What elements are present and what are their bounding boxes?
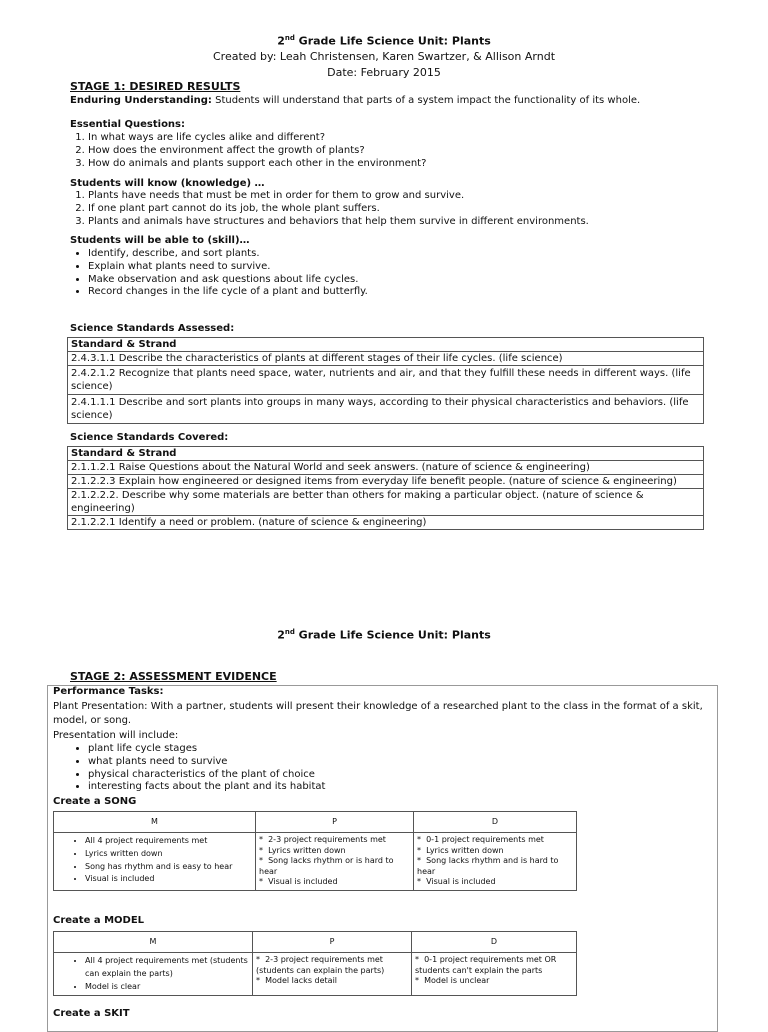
song-p-cell: * 2-3 project requirements met * Lyrics written down * Song lacks rhythm or is hard to hear * Visual is included xyxy=(256,833,414,891)
skill-heading: Students will be able to (skill)… xyxy=(70,235,250,246)
song-d-cell: * 0-1 project requirements met * Lyrics written down * Song lacks rhythm and is hard to hear * Visual is included xyxy=(414,833,577,891)
list-item: 1. Plants have needs that must be met in order for them to grow and survive. xyxy=(88,190,589,203)
song-heading: Create a SONG xyxy=(53,796,137,807)
stage2-heading: STAGE 2: ASSESSMENT EVIDENCE xyxy=(70,670,277,683)
model-m-cell: • All 4 project requirements met (students can explain the parts) • Model is clear xyxy=(54,953,253,996)
list-item: 1. In what ways are life cycles alike and different? xyxy=(88,132,426,145)
song-rubric-table xyxy=(53,811,577,891)
page2-title: 2nd Grade Life Science Unit: Plants xyxy=(277,628,491,642)
presentation-heading: Presentation will include: xyxy=(53,730,179,741)
table-row: 2.1.2.2.1 Identify a need or problem. (nature of science & engineering) xyxy=(68,516,704,530)
authors-line: Created by: Leah Christensen, Karen Swartzer, & Allison Arndt xyxy=(212,50,556,63)
table-row: 2.1.2.2.2. Describe why some materials are better than others for making a particular object. (nature of science & engineering) xyxy=(68,489,704,516)
stage1-heading: STAGE 1: DESIRED RESULTS xyxy=(70,80,241,93)
skit-heading: Create a SKIT xyxy=(53,1008,130,1019)
table-row xyxy=(54,833,577,891)
standards-covered-heading: Science Standards Covered: xyxy=(70,432,229,443)
performance-tasks-heading: Performance Tasks: xyxy=(53,686,164,697)
standards-assessed-table xyxy=(67,337,704,424)
standards-covered-table xyxy=(67,446,704,530)
essential-questions-list xyxy=(70,132,426,170)
table-row: 2.1.1.2.1 Raise Questions about the Natural World and seek answers. (nature of science & engineering) xyxy=(68,461,704,475)
list-item: 3. Plants and animals have structures and behaviors that help them survive in different environments. xyxy=(88,216,589,229)
list-item: • Identify, describe, and sort plants. xyxy=(88,248,368,261)
knowledge-list xyxy=(70,190,589,228)
list-item: • what plants need to survive xyxy=(88,756,325,769)
list-item: • interesting facts about the plant and its habitat xyxy=(88,781,325,794)
list-item: • Record changes in the life cycle of a plant and butterfly. xyxy=(88,286,368,299)
list-item: • plant life cycle stages xyxy=(88,743,325,756)
list-item: • physical characteristics of the plant of choice xyxy=(88,769,325,782)
table-row xyxy=(54,953,577,996)
table-row: 2.4.1.1.1 Describe and sort plants into groups in many ways, according to their physical characteristics and behaviors. (life science) xyxy=(68,395,704,424)
knowledge-heading: Students will know (knowledge) … xyxy=(70,178,265,189)
table-header-row: Standard & Strand xyxy=(68,338,704,352)
table-header-row: M P D xyxy=(54,932,577,953)
table-header-row: M P D xyxy=(54,812,577,833)
table-row: 2.4.3.1.1 Describe the characteristics of plants at different stages of their life cycles. (life science) xyxy=(68,352,704,366)
model-p-cell: * 2-3 project requirements met (students can explain the parts) * Model lacks detail xyxy=(253,953,412,996)
table-row: 2.4.2.1.2 Recognize that plants need space, water, nutrients and air, and that they fulfill these needs in different ways. (life science) xyxy=(68,366,704,395)
list-item: • Make observation and ask questions about life cycles. xyxy=(88,274,368,287)
model-heading: Create a MODEL xyxy=(53,915,145,926)
table-row: 2.1.2.2.3 Explain how engineered or designed items from everyday life benefit people. (nature of science & engineering) xyxy=(68,475,704,489)
model-d-cell: * 0-1 project requirements met OR students can't explain the parts * Model is unclear xyxy=(412,953,577,996)
table-header-row: Standard & Strand xyxy=(68,447,704,461)
list-item: • Explain what plants need to survive. xyxy=(88,261,368,274)
date-line: Date: February 2015 xyxy=(327,66,441,79)
enduring-understanding: Enduring Understanding: Students will understand that parts of a system impact the functionality of its whole. xyxy=(70,95,641,106)
list-item: 3. How do animals and plants support each other in the environment? xyxy=(88,158,426,171)
list-item: 2. If one plant part cannot do its job, the whole plant suffers. xyxy=(88,203,589,216)
standards-assessed-heading: Science Standards Assessed: xyxy=(70,323,235,334)
skill-list xyxy=(70,248,368,299)
model-rubric-table xyxy=(53,931,577,996)
list-item: 2. How does the environment affect the growth of plants? xyxy=(88,145,426,158)
song-m-cell: • All 4 project requirements met • Lyrics written down • Song has rhythm and is easy to hear • Visual is included xyxy=(54,833,256,891)
essential-questions-heading: Essential Questions: xyxy=(70,119,186,130)
document-title: 2nd Grade Life Science Unit: Plants xyxy=(277,34,491,48)
performance-task-text: Plant Presentation: With a partner, students will present their knowledge of a researched plant to the class in the format of a skit, model, or song. xyxy=(53,701,703,726)
presentation-list xyxy=(70,743,325,794)
